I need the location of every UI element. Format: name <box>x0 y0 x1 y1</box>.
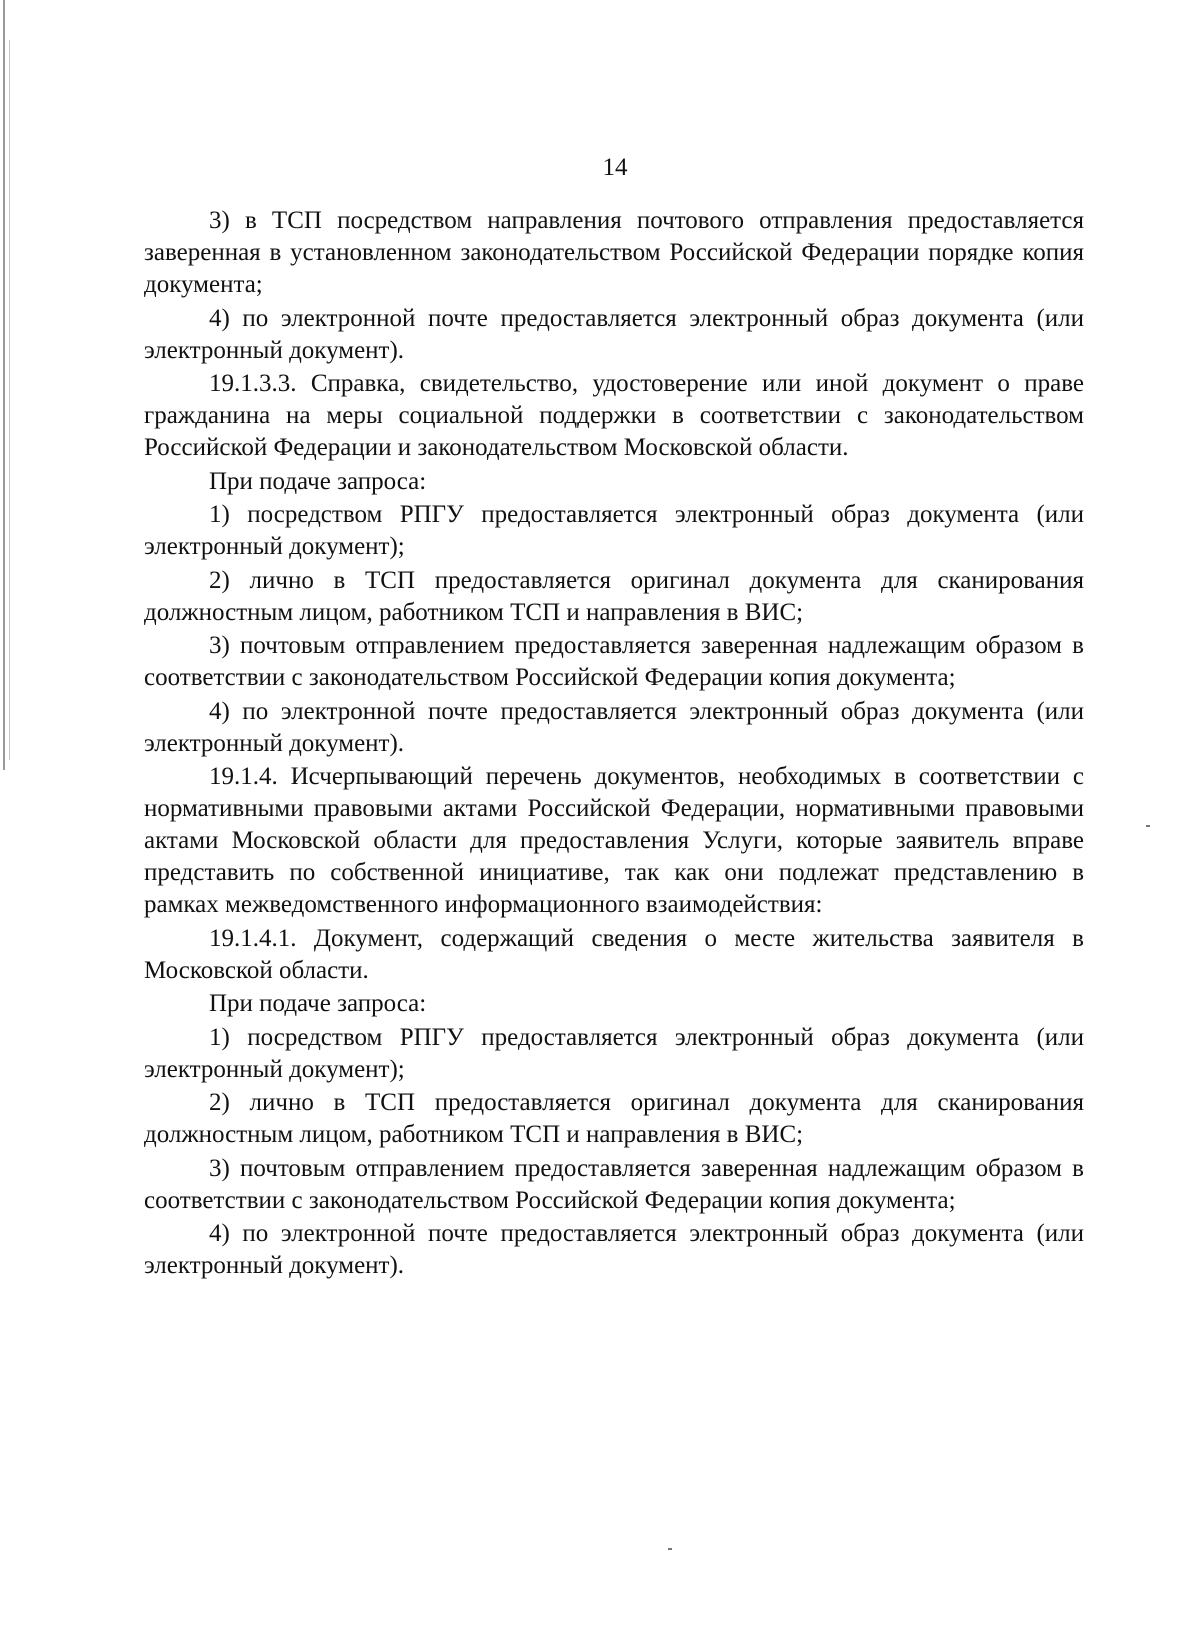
paragraph: 3) почтовым отправлением предоставляется заверенная надлежащим образом в соответствии с законодательством Российской Федерации копия документа; <box>144 1154 1084 1214</box>
paragraph: 3) почтовым отправлением предоставляется заверенная надлежащим образом в соответствии с законодательством Российской Федерации копия документа; <box>144 632 1084 691</box>
paragraph: 3) в ТСП посредством направления почтового отправления предоставляется заверенная в установленном законодательством Российской Федерации порядке копия документа; <box>144 207 1084 298</box>
paragraph: 2) лично в ТСП предоставляется оригинал документа для сканирования должностным лицом, работником ТСП и направления в ВИС; <box>144 566 1084 626</box>
scan-edge-line <box>3 0 5 770</box>
paragraph: 2) лично в ТСП предоставляется оригинал документа для сканирования должностным лицом, работником ТСП и направления в ВИС; <box>144 1089 1084 1148</box>
paragraph: 1) посредством РПГУ предоставляется электронный образ документа (или электронный документ); <box>144 1023 1084 1083</box>
document-body <box>144 205 1084 1284</box>
paragraph: При подаче запроса: <box>209 467 427 495</box>
paragraph: 4) по электронной почте предоставляется электронный образ документа (или электронный документ). <box>144 697 1084 757</box>
paragraph: 1) посредством РПГУ предоставляется электронный образ документа (или электронный документ); <box>144 501 1084 560</box>
scan-edge-line <box>9 40 10 760</box>
paragraph: 4) по электронной почте предоставляется электронный образ документа (или электронный документ). <box>144 304 1084 364</box>
paragraph: 4) по электронной почте предоставляется электронный образ документа (или электронный документ). <box>144 1220 1084 1279</box>
paragraph: 19.1.4.1. Документ, содержащий сведения о месте жительства заявителя в Московской области. <box>144 924 1084 984</box>
paragraph: 19.1.3.3. Справка, свидетельство, удостоверение или иной документ о праве гражданина на меры социальной поддержки в соответствии с законодательством Российской Федерации и законодательством Московской области. <box>144 370 1084 461</box>
scan-speck <box>1146 825 1150 827</box>
scan-speck <box>668 1548 672 1550</box>
paragraph: 19.1.4. Исчерпывающий перечень документов, необходимых в соответствии с нормативными правовыми актами Российской Федерации, нормативными правовыми актами Московской области для предоставления Услуги, которые заявитель вправе представить по собственной инициативе, так как они подлежат представлению в рамках межведомственного информационного взаимодействия: <box>144 763 1084 918</box>
paragraph: При подаче запроса: <box>209 990 427 1017</box>
page-number: 14 <box>602 154 628 181</box>
